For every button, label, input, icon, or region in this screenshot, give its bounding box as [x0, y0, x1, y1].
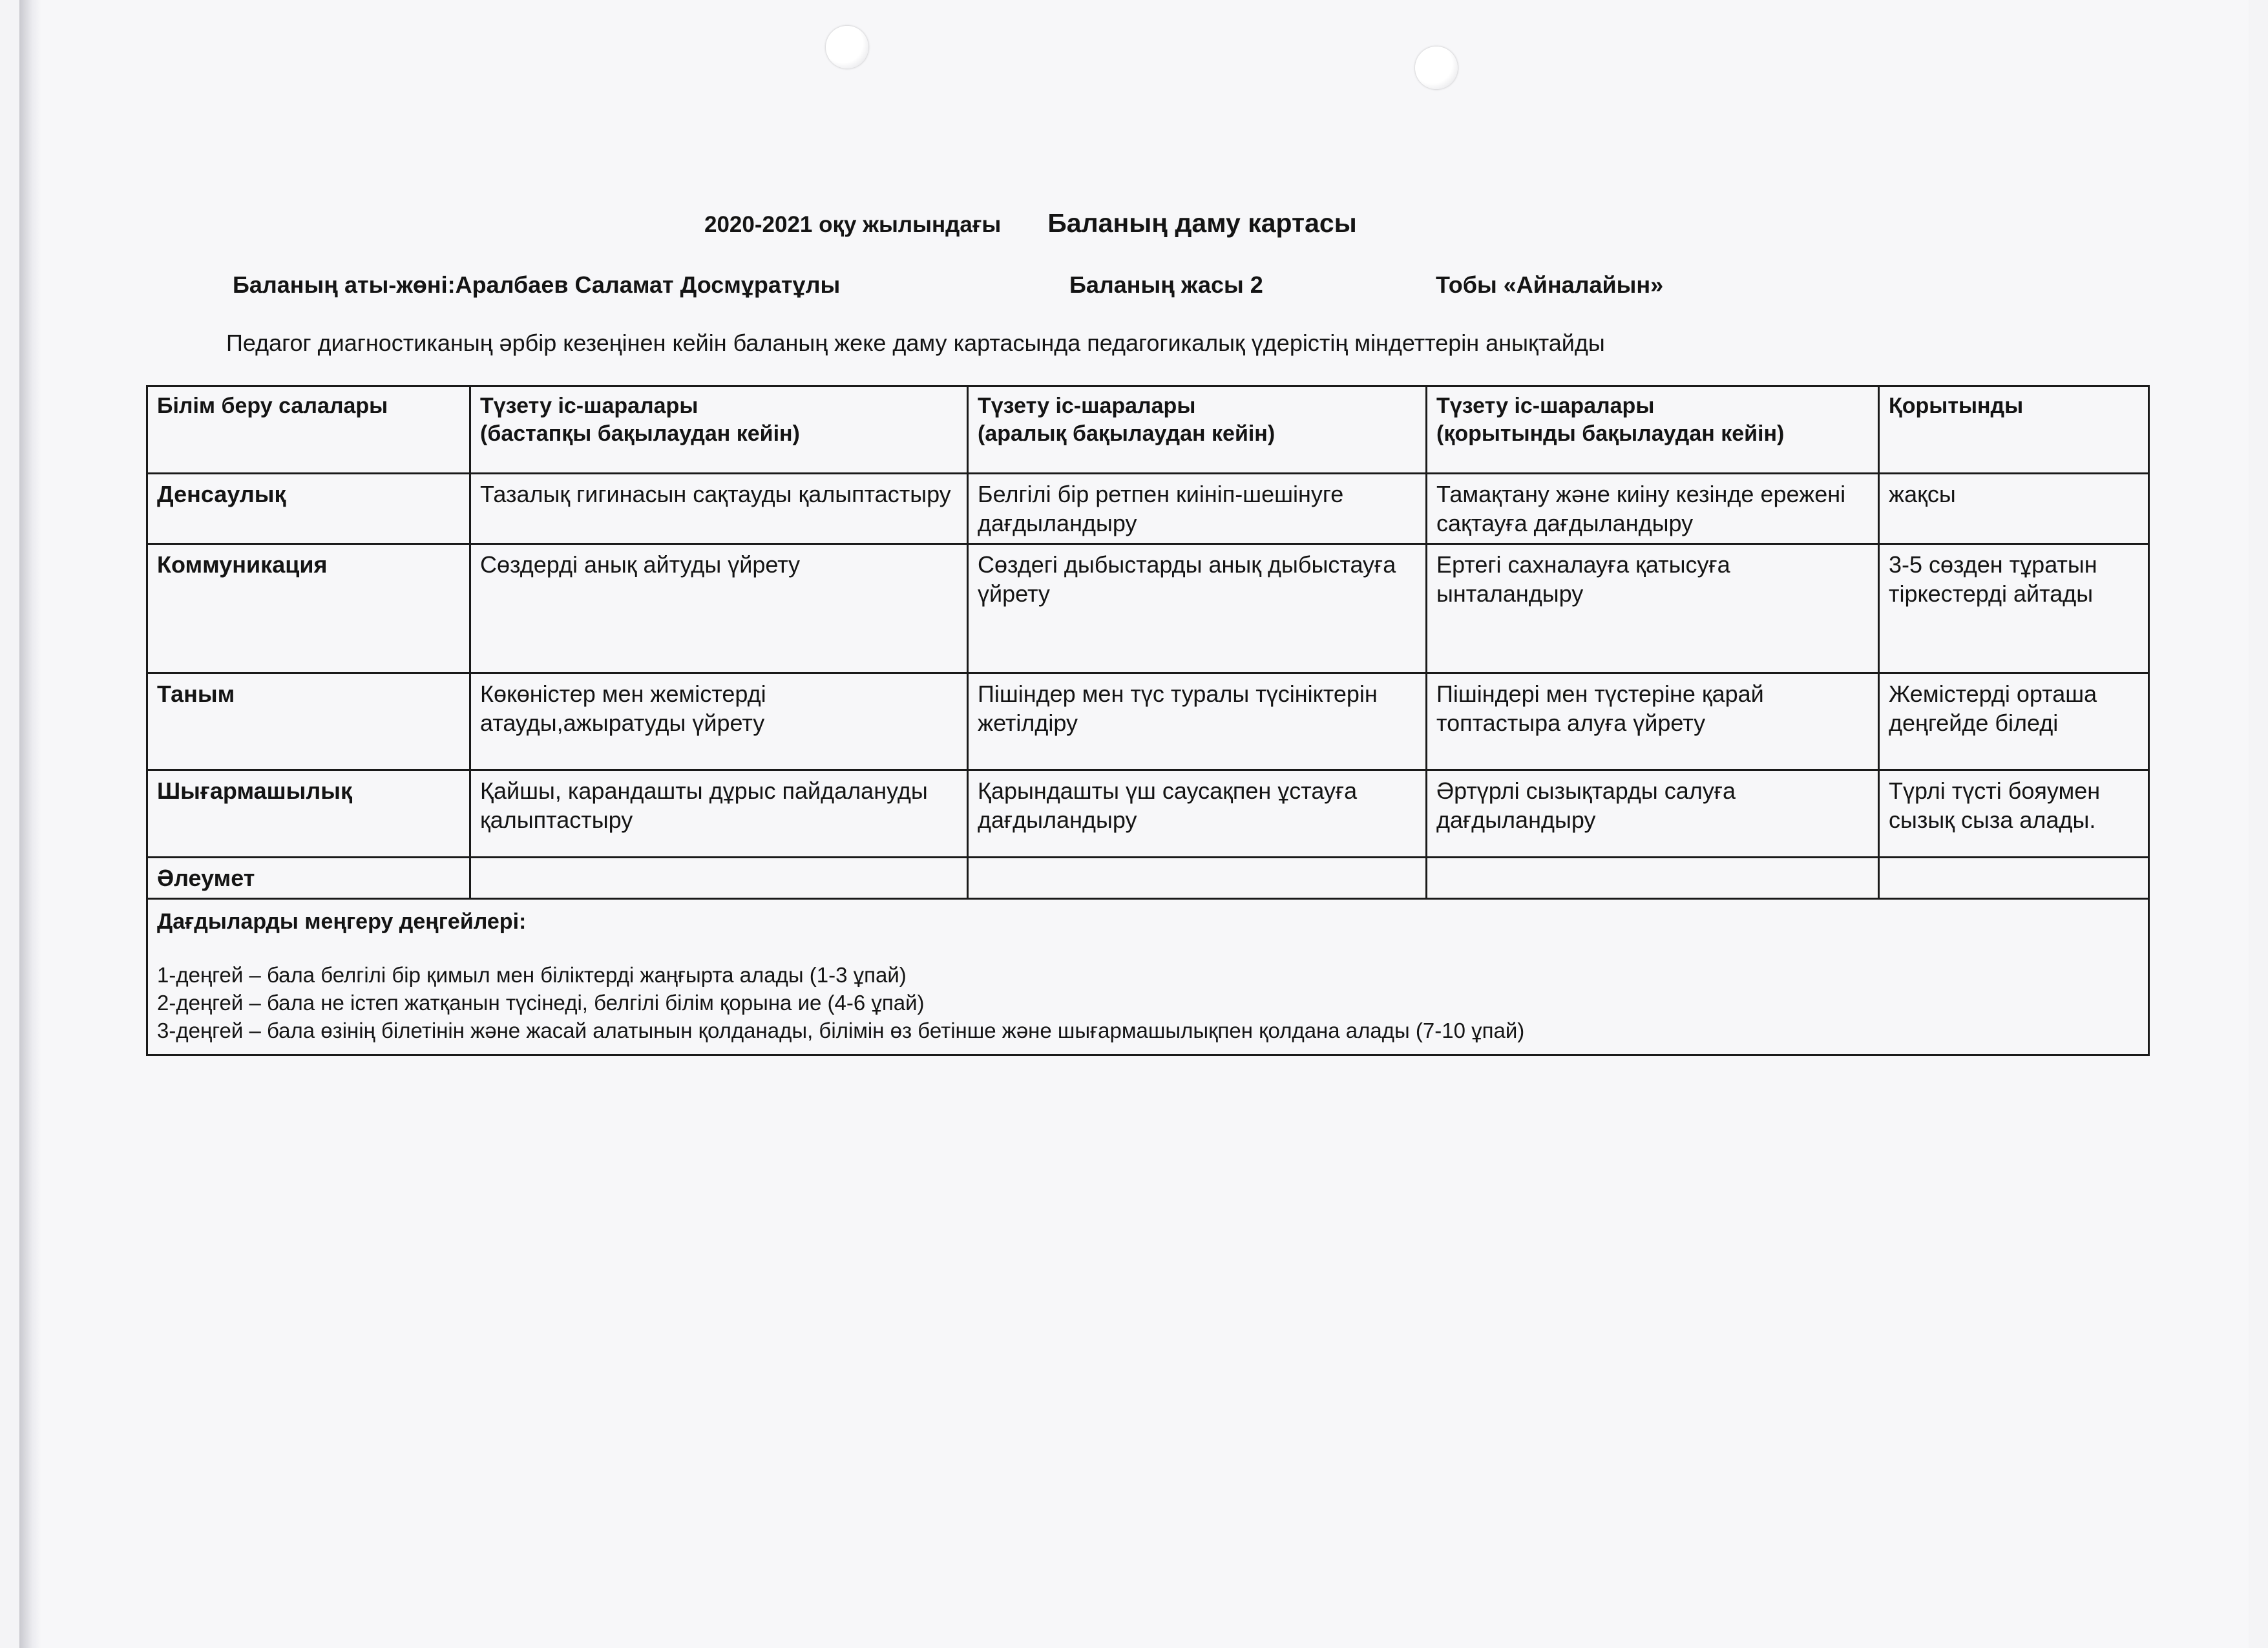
result-cell: Түрлі түсті бояумен сызық сыза алады.	[1879, 770, 2149, 858]
intermediate-cell: Қарындашты үш саусақпен ұстауға дағдыландыру	[968, 770, 1427, 858]
child-name: Аралбаев Саламат Досмұратұлы	[455, 271, 841, 298]
table-row	[147, 858, 2149, 899]
table-row	[147, 770, 2149, 858]
final-cell: Әртүрлі сызықтарды салуға дағдыландыру	[1427, 770, 1879, 858]
intermediate-cell	[968, 858, 1427, 899]
result-cell: жақсы	[1879, 474, 2149, 544]
page-edge-shadow	[19, 0, 41, 1648]
area-cell: Таным	[147, 673, 470, 770]
initial-cell: Тазалық гигинасын сақтауды қалыптастыру	[470, 474, 968, 544]
area-cell: Әлеумет	[147, 858, 470, 899]
initial-cell	[470, 858, 968, 899]
level-2: 2-деңгей – бала не істеп жатқанын түсінеді, белгілі білім қорына ие (4-6 ұпай)	[157, 991, 925, 1015]
final-cell: Ертегі сахналауға қатысуға ынталандыру	[1427, 544, 1879, 673]
result-cell	[1879, 858, 2149, 899]
final-cell: Пішіндері мен түстеріне қарай топтастыра алуға үйрету	[1427, 673, 1879, 770]
result-cell: 3-5 сөзден тұратын тіркестерді айтады	[1879, 544, 2149, 673]
punch-hole-left	[826, 26, 868, 69]
child-age: Баланың жасы 2	[1069, 271, 1263, 298]
table-row	[147, 474, 2149, 544]
child-group: Тобы «Айналайын»	[1436, 271, 1664, 298]
column-header-final: Түзету іс-шаралары (қорытынды бақылаудан кейін)	[1427, 386, 1879, 474]
level-3: 3-деңгей – бала өзінің білетінін және жасай алатынын қолданады, білімін өз бетінше және шығармашылықпен қолдана алады (7-10 ұпай)	[157, 1018, 1525, 1042]
intermediate-cell: Пішіндер мен түс туралы түсініктерін жетілдіру	[968, 673, 1427, 770]
column-header-initial: Түзету іс-шаралары (бастапқы бақылаудан кейін)	[470, 386, 968, 474]
initial-cell: Қайшы, карандашты дұрыс пайдалануды қалыптастыру	[470, 770, 968, 858]
document-title	[704, 208, 1357, 238]
punch-hole-right	[1415, 47, 1458, 89]
table-row	[147, 673, 2149, 770]
card-title: Баланың даму картасы	[1047, 208, 1357, 238]
intermediate-cell: Белгілі бір ретпен киініп-шешінуге дағдыландыру	[968, 474, 1427, 544]
initial-cell: Көкөністер мен жемістерді атауды,ажыратуды үйрету	[470, 673, 968, 770]
table-header-row	[147, 386, 2149, 474]
levels-title: Дағдыларды меңгеру деңгейлері:	[157, 909, 527, 934]
column-header-intermediate: Түзету іс-шаралары (аралық бақылаудан кейін)	[968, 386, 1427, 474]
result-cell: Жемістерді орташа деңгейде біледі	[1879, 673, 2149, 770]
levels-row	[147, 899, 2149, 1055]
child-name-line	[233, 271, 840, 299]
intro-text: Педагог диагностиканың әрбір кезеңінен кейін баланың жеке даму картасында педагогикалық үдерістің міндеттерін анықтайды	[226, 330, 1605, 356]
final-cell	[1427, 858, 1879, 899]
initial-cell: Сөздерді анық айтуды үйрету	[470, 544, 968, 673]
area-cell: Шығармашылық	[147, 770, 470, 858]
column-header-area: Білім беру салалары	[147, 386, 470, 474]
levels-cell	[147, 899, 2149, 1055]
child-name-label: Баланың аты-жөні:	[233, 271, 456, 298]
academic-year: 2020-2021 оқу жылындағы	[704, 212, 1002, 237]
final-cell: Тамақтану және киіну кезінде ережені сақтауға дағдыландыру	[1427, 474, 1879, 544]
area-cell: Денсаулық	[147, 474, 470, 544]
intermediate-cell: Сөздегі дыбыстарды анық дыбыстауға үйрету	[968, 544, 1427, 673]
level-1: 1-деңгей – бала белгілі бір қимыл мен біліктерді жаңғырта алады (1-3 ұпай)	[157, 963, 907, 988]
column-header-result: Қорытынды	[1879, 386, 2149, 474]
development-card-table	[146, 385, 2150, 1056]
area-cell: Коммуникация	[147, 544, 470, 673]
table-row	[147, 544, 2149, 673]
